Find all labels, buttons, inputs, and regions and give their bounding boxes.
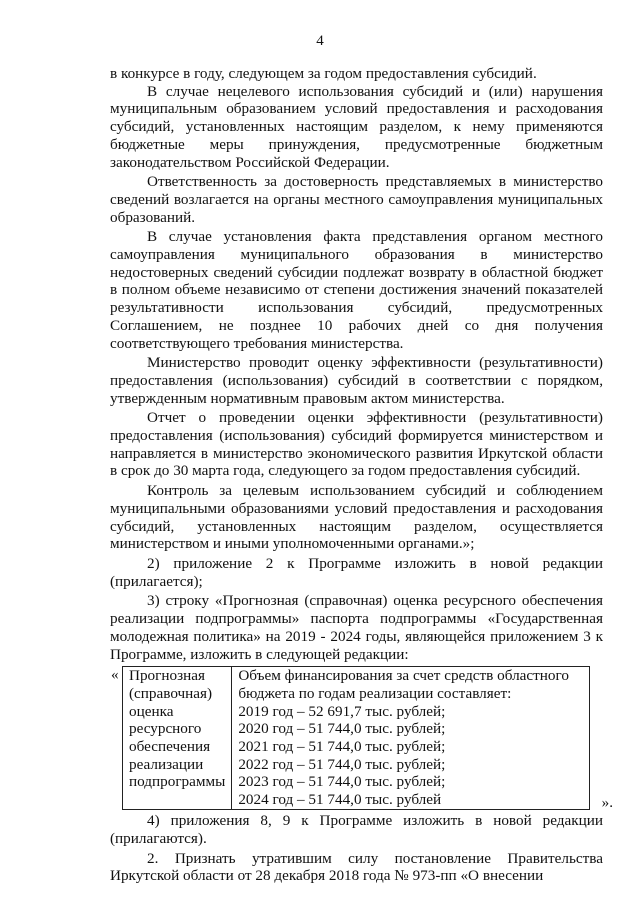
cell-line: 2021 год – 51 744,0 тыс. рублей; (238, 738, 446, 756)
cell-line: 2020 год – 51 744,0 тыс. рублей; (238, 720, 446, 738)
cell-line: Объем финансирования за счет средств областного (238, 667, 569, 685)
cell-line: Прогнозная (129, 667, 205, 685)
cell-line: ресурсного (129, 720, 202, 738)
paragraph: Министерство проводит оценку эффективности (результативности) предоставления (использования) субсидий в соответствии с порядком, утвержденным нормативным правовым актом министерства. (110, 354, 603, 407)
cell-line: реализации (129, 755, 204, 773)
cell-line: 2024 год – 51 744,0 тыс. рублей (238, 791, 442, 809)
document-body (110, 65, 613, 885)
cell-line: 2023 год – 51 744,0 тыс. рублей; (238, 773, 446, 791)
table-cell-value (232, 667, 590, 810)
paragraph: 4) приложения 8, 9 к Программе изложить в новой редакции (прилагаются). (110, 812, 603, 847)
close-quote: ». (601, 793, 613, 811)
cell-line: обеспечения (129, 738, 211, 756)
cell-line: оценка (129, 702, 174, 720)
cell-line: 2022 год – 51 744,0 тыс. рублей; (238, 755, 446, 773)
cell-line: (справочная) (129, 684, 213, 702)
paragraph: 3) строку «Прогнозная (справочная) оценка ресурсного обеспечения реализации подпрограммы» паспорта подпрограммы «Государственная молодежная политика» на 2019 - 2024 годы, являющейся приложением 3 к Программе, изложить в следующей редакции: (110, 592, 603, 663)
table-cell-label (123, 667, 232, 810)
table-row (123, 667, 590, 810)
paragraph: В случае установления факта представления органом местного самоуправления муниципального образования в министерство недостоверных сведений субсидии подлежат возврату в областной бюджет в полном объеме независимо от степени достижения значений показателей результативности использования субсидий, предусмотренных Соглашением, не позднее 10 рабочих дней со дня получения соответствующего требования министерства. (110, 228, 603, 352)
paragraph: Контроль за целевым использованием субсидий и соблюдением муниципальными образованиями условий предоставления и расходования субсидий, установленных настоящим разделом, осуществляется министерством и иными уполномоченными органами.»; (110, 482, 603, 553)
page-number: 4 (316, 33, 324, 49)
resource-table-block (110, 666, 613, 811)
resource-table (122, 666, 590, 810)
paragraph: в конкурсе в году, следующем за годом предоставления субсидий. (110, 65, 537, 82)
cell-line: подпрограммы (129, 773, 226, 791)
paragraph: Отчет о проведении оценки эффективности (результативности) предоставления (использования) субсидий формируется министерством и направляется в министерство экономического развития Иркутской области в срок до 30 марта года, следующего за годом предоставления субсидий. (110, 409, 603, 480)
cell-line: бюджета по годам реализации составляет: (238, 684, 512, 702)
paragraph: Ответственность за достоверность представляемых в министерство сведений возлагается на органы местного самоуправления муниципальных образований. (110, 173, 603, 226)
paragraph: 2) приложение 2 к Программе изложить в новой редакции (прилагается); (110, 554, 603, 590)
paragraph: 2. Признать утратившим силу постановление Правительства Иркутской области от 28 декабря 2018 года № 973-пп «О внесении (110, 849, 603, 885)
paragraph: В случае нецелевого использования субсидий и (или) нарушения муниципальным образованием условий предоставления и расходования субсидий, установленных настоящим разделом, к нему применяются бюджетные меры принуждения, предусмотренные бюджетным законодательством Российской Федерации. (110, 82, 603, 171)
open-quote: « (111, 666, 119, 684)
cell-line: 2019 год – 52 691,7 тыс. рублей; (238, 702, 446, 720)
